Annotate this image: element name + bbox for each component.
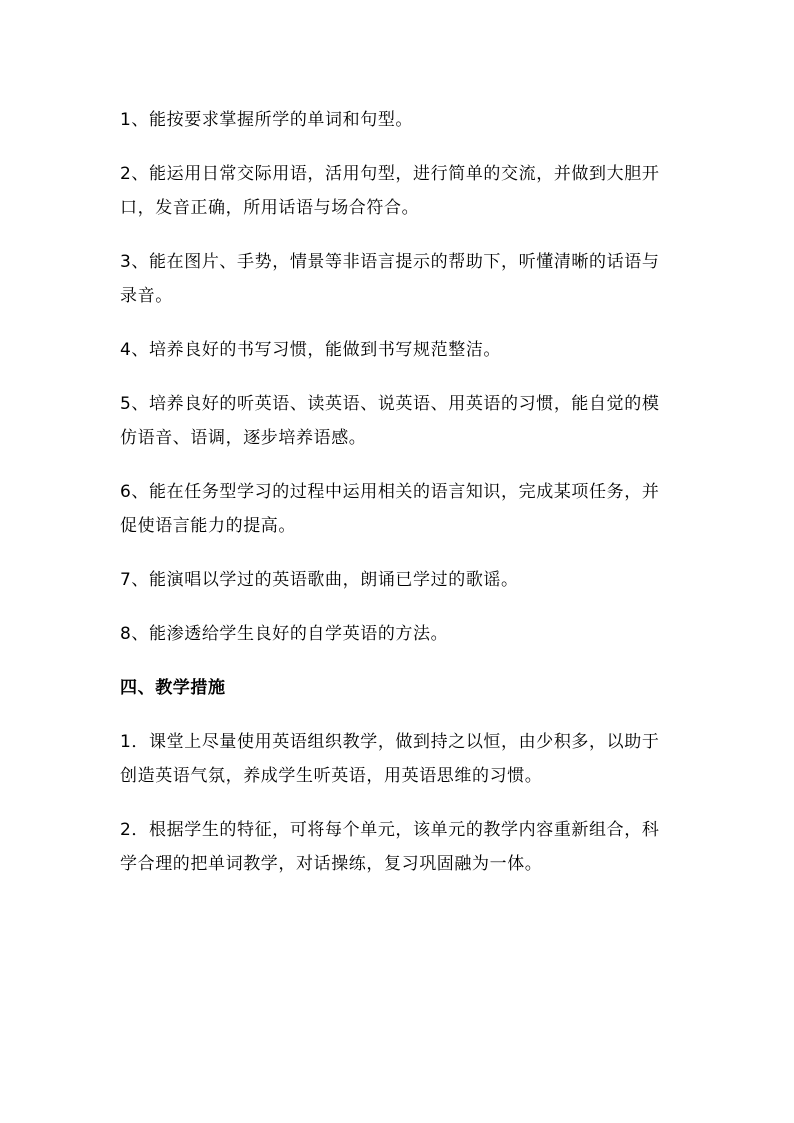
goal-item-7: 7、能演唱以学过的英语歌曲，朗诵已学过的歌谣。 bbox=[120, 570, 519, 590]
goal-item-3: 3、能在图片、手势，情景等非语言提示的帮助下，听懂清晰的话语与录音。 bbox=[120, 252, 660, 306]
goal-item-5: 5、培养良好的听英语、读英语、说英语、用英语的习惯，能自觉的模仿语音、语调，逐步培养语感。 bbox=[120, 394, 660, 448]
goal-item-4: 4、培养良好的书写习惯，能做到书写规范整洁。 bbox=[120, 340, 502, 360]
measure-item-2: 2．根据学生的特征，可将每个单元，该单元的教学内容重新组合，科学合理的把单词教学，对话操练，复习巩固融为一体。 bbox=[120, 820, 660, 874]
goal-item-1: 1、能按要求掌握所学的单词和句型。 bbox=[120, 110, 414, 130]
goal-item-8: 8、能渗透给学生良好的自学英语的方法。 bbox=[120, 624, 449, 644]
measure-item-1: 1．课堂上尽量使用英语组织教学，做到持之以恒，由少积多，以助于创造英语气氛，养成学生听英语，用英语思维的习惯。 bbox=[120, 732, 660, 786]
goal-item-6: 6、能在任务型学习的过程中运用相关的语言知识，完成某项任务，并促使语言能力的提高。 bbox=[120, 482, 660, 536]
section-heading: 四、教学措施 bbox=[120, 678, 226, 698]
goal-item-2: 2、能运用日常交际用语，活用句型，进行简单的交流，并做到大胆开口，发音正确，所用话语与场合符合。 bbox=[120, 164, 660, 218]
document-body bbox=[120, 103, 676, 901]
